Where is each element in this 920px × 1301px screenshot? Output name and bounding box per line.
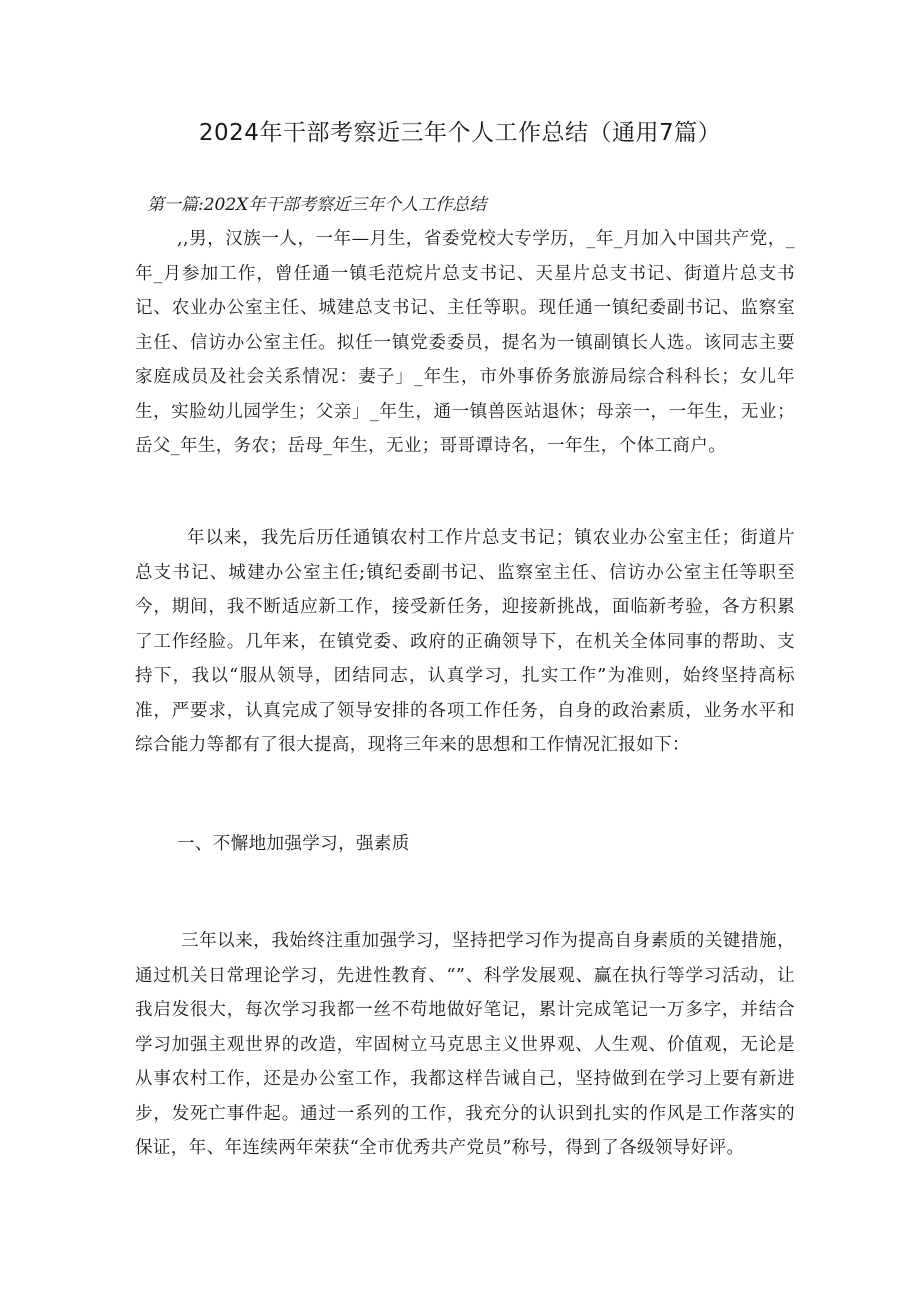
paragraph-study: 三年以来，我始终注重加强学习，坚持把学习作为提高自身素质的关键措施，通过机关日常理论学习，先进性教育、“”、科学发展观、赢在执行等学习活动，让我启发很大，每次学习我都一丝不苟地做好笔记，累计完成笔记一万多字，并结合学习加强主观世界的改造，牢固树立马克思主义世界观、人生观、价值观，无论是从事农村工作，还是办公室工作，我都这样告诫自己，坚持做到在学习上要有新进步，发死亡事件起。通过一系列的工作，我充分的认识到扎实的作风是工作落实的保证，年、年连续两年荣获“全市优秀共产党员”称号，得到了各级领导好评。 bbox=[135, 931, 795, 1158]
document-title: 2024年干部考察近三年个人工作总结（通用7篇） bbox=[198, 120, 722, 146]
sub-heading-study: 一、不懈地加强学习，强素质 bbox=[177, 834, 410, 854]
paragraph-work-history: 年以来，我先后历任通镇农村工作片总支书记；镇农业办公室主任；街道片总支书记、城建办公室主任;镇纪委副书记、监察室主任、信访办公室主任等职至今，期间，我不断适应新工作，接受新任务，迎接新挑战，面临新考验，各方积累了工作经脸。几年来，在镇党委、政府的正确领导下，在机关全体同事的帮助、支持下，我以“服从领导，团结同志，认真学习，扎实工作”为准则，始终坚持高标准，严要求，认真完成了领导安排的各项工作任务，自身的政治素质，业务水平和综合能力等都有了很大提高，现将三年来的思想和工作情况汇报如下： bbox=[135, 528, 795, 755]
paragraph-personal-info: ,,男，汉族一人，一年—月生，省委党校大专学历，_年_月加入中国共产党，_年_月参加工作，曾任通一镇毛范烷片总支书记、天星片总支书记、街道片总支书记、农业办公室主任、城建总支书记、主任等职。现任通一镇纪委副书记、监察室主任、信访办公室主任。拟任一镇党委委员，提名为一镇副镇长人选。该同志主要家庭成员及社会关系情况：妻子」_年生，市外事侨务旅游局综合科科长；女儿年生，实脸幼儿园学生；父亲」_年生，通一镇兽医站退休；母亲一，一年生，无业；岳父_年生，务农；岳母_年生，无业；哥哥谭诗名，一年生，个体工商户。 bbox=[135, 229, 795, 456]
section-heading: 第一篇:202X年干部考察近三年个人工作总结 bbox=[147, 195, 487, 215]
